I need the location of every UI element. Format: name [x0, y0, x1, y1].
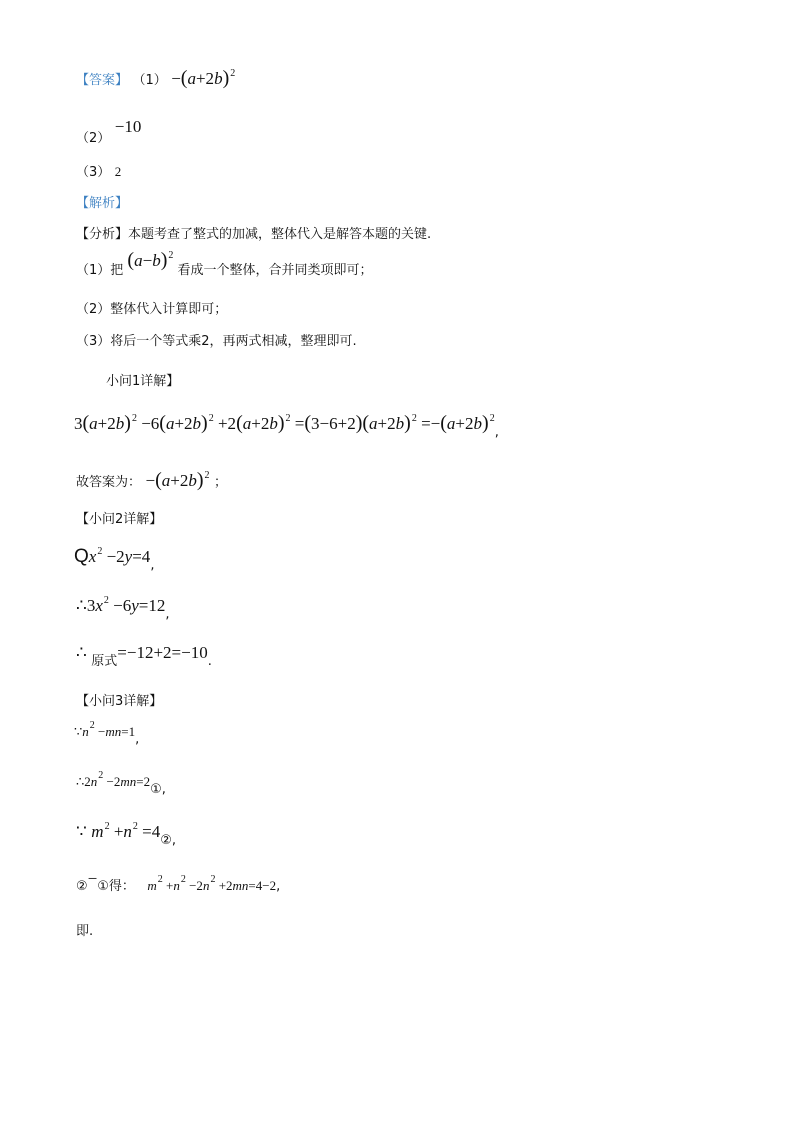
- analysis-tag: 【解析】: [76, 196, 129, 211]
- q3-because-1: ∵: [74, 724, 83, 739]
- q2-line-2: $\therefore 3x^2 -6y=12$,: [76, 595, 170, 622]
- q2-line-3: ∴ 原式=−12+2=−10.: [76, 643, 212, 669]
- q2-heading: 【小问2详解】: [76, 512, 163, 527]
- q2-therefore-2: ∴: [76, 643, 87, 662]
- q1-equation: $3(a+2b)^2 -6(a+2b)^2 +2(a+2b)^2 =(3-6+2)(a+2b)^2 =-(a+2b)^2$,: [74, 412, 499, 440]
- q3-because-2: ∵: [76, 822, 87, 841]
- q1-answer: [76, 470, 227, 490]
- q2-expr-2: $3x^2 -6y=12$: [86, 595, 166, 615]
- analysis-step-1: [76, 249, 373, 278]
- q2-because-symbol: Q: [74, 546, 89, 567]
- q2-expr-3: =−12+2=−10: [117, 643, 208, 662]
- answer-line-1: [76, 68, 235, 88]
- q2-therefore-1: ∴: [76, 596, 87, 615]
- analysis-step-2: （2）整体代入计算即可；: [76, 302, 228, 317]
- q3-expr-3: $m^2 +n^2 =4$: [91, 821, 161, 841]
- answer-part1-expr: $-(a+2b)^2$: [171, 67, 236, 89]
- analysis-summary: [76, 228, 431, 241]
- analysis-step1-expr: $(a-b)^2$: [127, 249, 174, 271]
- q2-yuanshi: 原式: [91, 654, 118, 669]
- answer-part3-label: （3）: [76, 165, 111, 180]
- q3-heading: 【小问3详解】: [76, 694, 163, 709]
- q3-step-label-b: ①得：: [97, 879, 135, 894]
- answer-tag: 【答案】: [76, 73, 129, 88]
- analysis-text: 本题考查了整式的加减，整体代入是解答本题的关键.: [128, 227, 432, 242]
- q3-expr-2: $2n^2 -2mn=2$: [84, 770, 151, 789]
- analysis-step-3: （3）将后一个等式乘2，再两式相减，整理即可.: [76, 334, 357, 349]
- answer-line-3: [76, 165, 121, 179]
- q3-therefore-1: ∴: [76, 774, 85, 789]
- q3-circle-2: ②: [160, 833, 172, 848]
- analysis-head: 【分析】: [76, 227, 129, 242]
- q1-heading: 小问1详解】: [106, 374, 180, 389]
- analysis-step1-label: （1）把: [76, 263, 124, 278]
- q1-expr: $3(a+2b)^2 -6(a+2b)^2 +2(a+2b)^2 =(3-6+2)(a+2b)^2 =-(a+2b)^2$: [74, 412, 495, 434]
- answer-part3-value: 2: [114, 164, 122, 179]
- q3-expr-4: $m^2 +n^2 -2n^2 +2mn=4-2$: [147, 874, 277, 893]
- q3-line-4: ②−①得： $m^2 +n^2 -2n^2 +2mn=4-2$,: [76, 869, 281, 894]
- q2-line-1: $Qx^2 -2y=4$,: [74, 546, 155, 573]
- q1-answer-prefix: 故答案为：: [76, 475, 142, 490]
- analysis-step1-rest: 看成一个整体，合并同类项即可；: [177, 263, 373, 278]
- q3-line-2: $\therefore 2n^2$ −2mn=2①,: [76, 770, 166, 797]
- answer-part1-label: （1）: [132, 73, 167, 88]
- answer-part2-value: −10: [114, 117, 142, 136]
- answer-line-2: [76, 117, 142, 146]
- q3-circle-1: ①: [150, 782, 162, 797]
- q3-final: 即.: [76, 924, 94, 939]
- answer-part2-label: （2）: [76, 131, 111, 146]
- q1-answer-suffix: ；: [213, 475, 227, 490]
- q3-expr-1: $n^2 -mn=1$: [82, 720, 136, 739]
- q3-line-1: $\because n^2 -mn=1$,: [74, 720, 140, 747]
- q2-expr-1: $x^2 -2y=4$: [88, 546, 151, 566]
- q1-answer-expr: $-(a+2b)^2$: [145, 469, 210, 491]
- q3-line-3: ∵ $m^2 +n^2$ =4②,: [76, 821, 177, 848]
- q3-step-label-a: ②: [76, 879, 88, 894]
